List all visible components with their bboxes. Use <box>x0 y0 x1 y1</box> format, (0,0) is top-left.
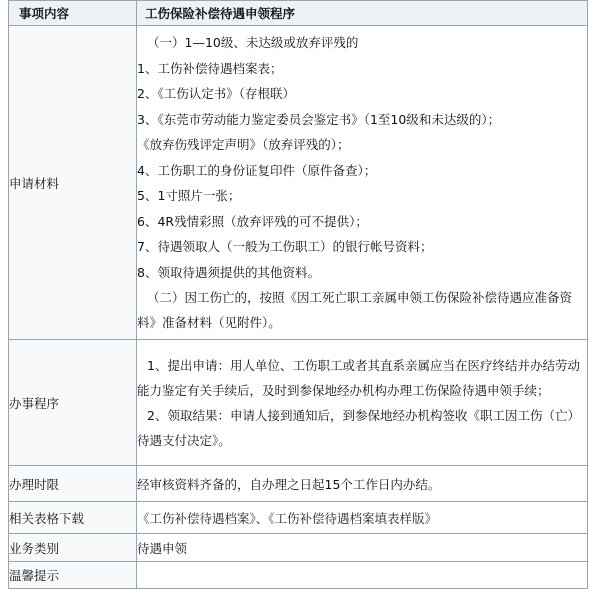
materials-line: 3、《东莞市劳动能力鉴定委员会鉴定书》（1至10级和未达级的）； <box>137 111 501 127</box>
materials-line: 《放弃伤残评定声明》（放弃评残的）； <box>137 137 350 152</box>
materials-row <box>9 26 588 340</box>
materials-line: 6、4R残情彩照（放弃评残的可不提供）； <box>137 213 368 229</box>
procedure-label: 办事程序 <box>9 340 137 466</box>
forms-label: 相关表格下载 <box>9 502 137 534</box>
materials-line: （一）1—10级、未达级或放弃评残的 <box>147 35 359 50</box>
forms-row <box>9 502 588 534</box>
procedure-row <box>9 340 588 466</box>
tips-label: 温馨提示 <box>9 562 137 589</box>
procedure-content <box>137 340 588 466</box>
materials-line: 5、1寸照片一张； <box>137 188 241 203</box>
time-limit-value: 经审核资料齐备的，自办理之日起15个工作日内办结。 <box>137 466 588 502</box>
materials-death-paragraph: （二）因工伤亡的，按照《因工死亡职工亲属申领工伤保险补偿待遇应准备资料》准备材料（见附件）。 <box>137 290 573 330</box>
category-row <box>9 534 588 562</box>
materials-label: 申请材料 <box>9 26 137 340</box>
materials-content <box>137 26 588 340</box>
procedure-step: 2、领取结果：申请人接到通知后，到参保地经办机构签收《职工因工伤（亡）待遇支付决定》。 <box>137 407 580 448</box>
materials-line: 1、工伤补偿待遇档案表； <box>137 60 283 76</box>
materials-line: 2、《工伤认定书》（存根联） <box>137 86 295 101</box>
tips-row <box>9 562 588 589</box>
table-header-row <box>9 1 588 26</box>
materials-line: 8、领取待遇须提供的其他资料。 <box>137 264 320 280</box>
materials-line: 4、工伤职工的身份证复印件（原件备查）； <box>137 162 377 178</box>
materials-line: 7、待遇领取人（一般为工伤职工）的银行帐号资料； <box>137 239 433 254</box>
time-limit-row <box>9 466 588 502</box>
tips-value <box>137 562 588 589</box>
header-item-cell: 事项内容 <box>9 1 137 26</box>
forms-link[interactable]: 《工伤补偿待遇档案》、《工伤补偿待遇档案填表样版》 <box>137 502 588 534</box>
procedure-step: 1、提出申请：用人单位、工伤职工或者其直系亲属应当在医疗终结并办结劳动能力鉴定有关手续后，及时到参保地经办机构办理工伤保险待遇申领手续； <box>137 357 580 398</box>
service-info-table <box>8 0 588 589</box>
header-procedure-cell: 工伤保险补偿待遇申领程序 <box>137 1 588 26</box>
category-value: 待遇申领 <box>137 534 588 562</box>
time-limit-label: 办理时限 <box>9 466 137 502</box>
category-label: 业务类别 <box>9 534 137 562</box>
